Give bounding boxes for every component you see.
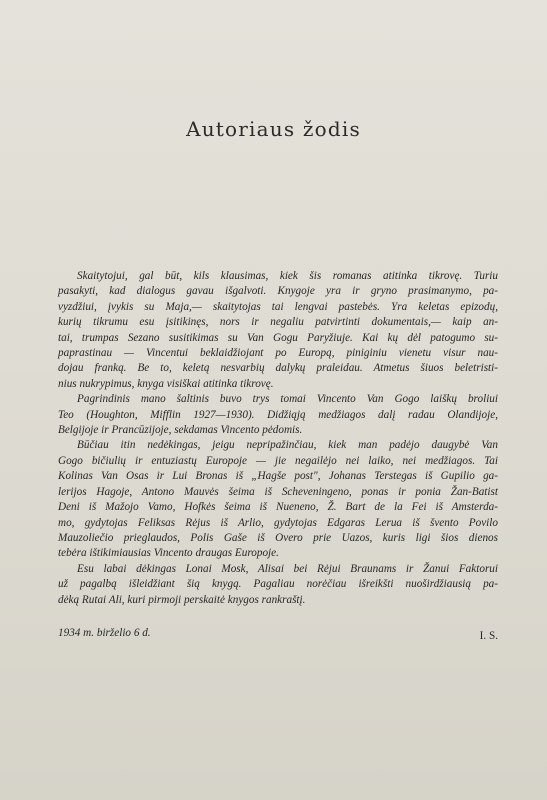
text-line: Būčiau itin nedėkingas, jeigu nepripažinčiau, kiek man padėjo daugybė Van (77, 439, 498, 452)
text-line: Teo (Houghton, Mifflin 1927—1930). Didžiąją medžiagos dalį radau Olandijoje, (58, 408, 498, 421)
signature-date: 1934 m. birželio 6 d. (58, 627, 151, 639)
text-line: mo, gydytojas Feliksas Rėjus iš Arlio, gydytojas Edgaras Lerua iš švento Povilo (58, 516, 498, 529)
text-line: Gogo bičiulių ir entuziastų Europoje — jie negailėjo nei laiko, nei medžiagos. Tai (58, 454, 498, 467)
page-title: Autoriaus žodis (186, 117, 361, 141)
text-line: vyzdžiui, įvykis su Maja,— skaitytojas tai lengvai pastebės. Yra keletas epizodų, (58, 300, 498, 313)
paragraph (58, 562, 498, 608)
text-line: dojau franką. Be to, keletą nesvarbių dalykų praleidau. Atmetus šiuos beletristi- (58, 362, 498, 375)
text-line: paprastinau — Vincentui beklaidžiojant po Europą, piniginiu vienetu visur nau- (58, 347, 498, 360)
text-line: tai, trumpas Sezano susitikimas su Van Gogu Paryžiuje. Kai kų dėl patogumo su- (58, 331, 498, 344)
text-line: Pagrindinis mano šaltinis buvo trys tomai Vincento Van Gogo laiškų broliui (77, 393, 498, 406)
text-line: Mauzoliečio prieglaudos, Polis Gaše iš Overo prie Uazos, kuris ligi šios dienos (58, 531, 498, 544)
text-line: nius nukrypimus, knyga visiškai atitinka tikrovę. (58, 377, 274, 390)
text-line: kurių tikrumu esu įsitikinęs, nors ir negaliu patvirtinti dokumentais,— kaip an- (58, 316, 498, 329)
text-line: Belgijoje ir Prancūzijoje, sekdamas Vincento pėdomis. (58, 424, 303, 437)
text-line: Esu labai dėkingas Lonai Mosk, Alisai bei Rėjui Braunams ir Žanui Faktorui (77, 562, 498, 575)
text-line: pasakyti, kad dialogus gavau išgalvoti. Knygoje yra ir gryno prasimanymo, pa- (58, 285, 498, 298)
author-initials: I. S. (479, 630, 498, 642)
foreword-body (58, 269, 498, 608)
paragraph (58, 392, 498, 438)
text-line: Kolinas Van Osas ir Lui Bronas iš „Hagše post", Johanas Terstegas iš Gupilio ga- (58, 470, 498, 483)
text-line: dėką Rutai Ali, kuri pirmoji perskaitė knygos rankraštį. (58, 593, 306, 606)
text-line: Deni iš Mažojo Vamo, Hofkės šeima iš Nueneno, Ž. Bart de la Fei iš Amsterda- (58, 501, 498, 514)
text-line: už pagalbą išleidžiant šią knygą. Pagaliau norėčiau išreikšti nuoširdžiausią pa- (58, 578, 498, 591)
text-line: lerijos Hagoje, Antono Mauvės šeima iš Scheveningeno, ponas ir ponia Žan-Batist (58, 485, 498, 498)
text-line: tebėra ištikimiausias Vincento draugas Europoje. (58, 547, 279, 560)
text-line: Skaitytojui, gal būt, kils klausimas, kiek šis romanas atitinka tikrovę. Turiu (77, 270, 498, 282)
paragraph (58, 438, 498, 561)
paragraph (58, 269, 498, 392)
